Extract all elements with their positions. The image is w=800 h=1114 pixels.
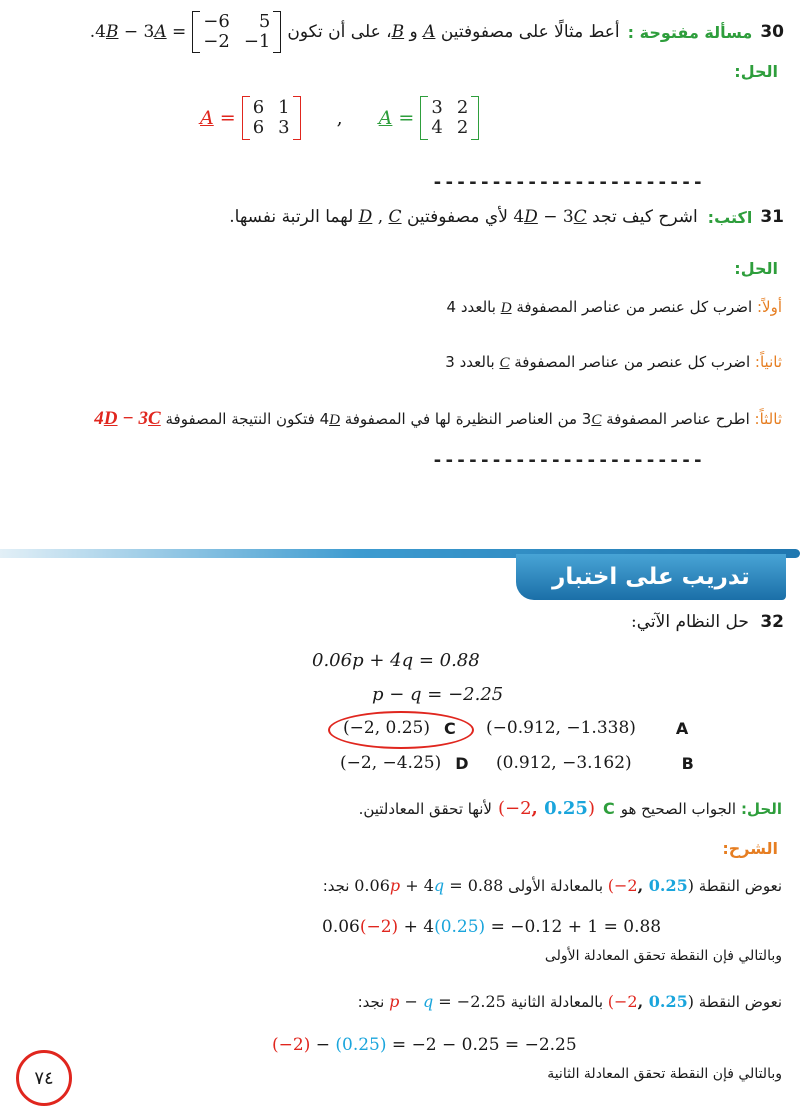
q32-option-b[interactable] — [496, 753, 694, 773]
q30-number: 30 — [760, 22, 784, 42]
q32-number: 32 — [760, 612, 784, 632]
option-b-value: (0.912, −3.162) — [496, 753, 632, 773]
q32-option-d[interactable] — [340, 753, 469, 773]
page-number: ٧٤ — [34, 1067, 54, 1089]
q31-step1: أولاً: اضرب كل عنصر من عناصر المصفوفة D بالعدد 4 — [446, 298, 782, 316]
q31-label: اكتب: — [707, 207, 753, 227]
q32-conclusion1: وبالتالي فإن النقطة تحقق المعادلة الأولى — [544, 948, 782, 964]
q30-text: أعط مثالًا على مصفوفتين A و B، على أن تكون — [287, 22, 620, 42]
q30-line — [4, 10, 784, 54]
q32-calc2: (−2) − (0.25) = −2 − 0.25 = −2.25 — [272, 1035, 577, 1055]
q32-eq1: 0.06p + 4q = 0.88 — [312, 650, 480, 671]
answer-separator: , — [336, 107, 343, 129]
banner-title: تدريب على اختبار — [516, 554, 786, 600]
q32-line — [631, 612, 784, 632]
q30-equation-lhs: .4B − 3A = — [89, 22, 187, 42]
q30-answers — [200, 94, 600, 142]
q32-sub2: نعوض النقطة (−2, 0.25) بالمعادلة الثانية p − q = −2.25 نجد: — [357, 992, 782, 1011]
q31-step3: ثالثاً: اطرح عناصر المصفوفة 3C من العناصر النظيرة لها في المصفوفة 4D فتكون النتيجة المصفوفة 4D − 3C — [94, 408, 782, 429]
q31-line — [4, 207, 784, 227]
answer-red: A = 6 1 6 3 — [200, 96, 301, 140]
q32-solution-reason: لأنها تحقق المعادلتين. — [358, 799, 492, 818]
answer-green: A = 3 2 4 2 — [379, 96, 480, 140]
q32-eq2: p − q = −2.25 — [372, 684, 504, 705]
q32-solution-letter: C — [602, 799, 615, 818]
separator-dashes-1: ----------------------- — [432, 172, 705, 193]
option-b-letter: B — [681, 753, 694, 773]
option-a-letter: A — [675, 718, 689, 738]
q32-solution-label: الحل: — [741, 799, 782, 818]
option-c-value: (−2, 0.25) — [343, 718, 430, 738]
q31-step2: ثانياً: اضرب كل عنصر من عناصر المصفوفة C بالعدد 3 — [445, 353, 782, 371]
q31-text: اشرح كيف تجد 4D − 3C لأي مصفوفتين D , C لهما الرتبة نفسها. — [229, 207, 698, 227]
q32-sub1: نعوض النقطة (−2, 0.25) بالمعادلة الأولى 0.06p + 4q = 0.88 نجد: — [322, 876, 782, 895]
option-c-letter: C — [443, 718, 456, 738]
q32-solution-text: الجواب الصحيح هو — [620, 799, 737, 818]
option-d-value: (−2, −4.25) — [340, 753, 442, 773]
option-d-letter: D — [455, 753, 469, 773]
q32-solution-point: (−2, 0.25) — [497, 798, 595, 819]
page-number-circle — [16, 1050, 72, 1106]
q32-option-a[interactable] — [486, 718, 688, 738]
q32-text: حل النظام الآتي: — [631, 612, 749, 632]
q31-solution-label: الحل: — [734, 259, 778, 278]
q32-solution — [359, 798, 782, 819]
separator-dashes-2: ----------------------- — [432, 450, 705, 471]
q32-explain-label: الشرح: — [722, 839, 778, 858]
q32-calc1: 0.06(−2) + 4(0.25) = −0.12 + 1 = 0.88 — [322, 917, 662, 937]
q32-conclusion2: وبالتالي فإن النقطة تحقق المعادلة الثانية — [547, 1066, 782, 1082]
q31-number: 31 — [760, 207, 784, 227]
q30-solution-label: الحل: — [734, 62, 778, 81]
q30-matrix: −6 5 −2 −1 — [192, 11, 281, 53]
q30-label: مسألة مفتوحة : — [627, 22, 753, 42]
option-a-value: (−0.912, −1.338) — [486, 718, 636, 738]
option-c-circle — [328, 711, 474, 749]
